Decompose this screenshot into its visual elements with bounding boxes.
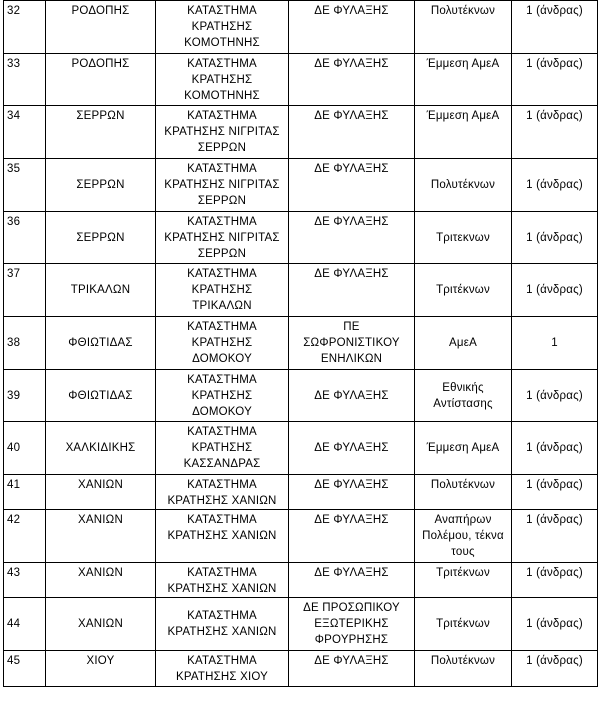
table-row: [4, 54, 598, 106]
store-cell: ΚΑΤΑΣΤΗΜΑ ΚΡΑΤΗΣΗΣ ΔΟΜΟΚΟΥ: [156, 370, 289, 422]
department-cell: ΔΕ ΦΥΛΑΞΗΣ: [289, 651, 415, 687]
row-number: 39: [4, 370, 46, 422]
region-cell: ΡΟΔΟΠΗΣ: [46, 1, 156, 54]
category-cell: Πολυτέκνων: [415, 475, 512, 510]
region-cell: ΦΘΙΩΤΙΔΑΣ: [46, 370, 156, 422]
category-cell: Έμμεση ΑμεΑ: [415, 106, 512, 159]
department-cell: ΔΕ ΦΥΛΑΞΗΣ: [289, 54, 415, 106]
region-cell: ΣΕΡΡΩΝ: [46, 212, 156, 264]
table-row: [4, 106, 598, 159]
store-cell: ΚΑΤΑΣΤΗΜΑ ΚΡΑΤΗΣΗΣ ΤΡΙΚΑΛΩΝ: [156, 264, 289, 317]
department-cell: ΔΕ ΦΥΛΑΞΗΣ: [289, 1, 415, 54]
region-cell: ΧΑΝΙΩΝ: [46, 510, 156, 563]
table-row: [4, 370, 598, 422]
table-row: [4, 563, 598, 598]
row-number: 40: [4, 422, 46, 475]
region-cell: ΧΑΝΙΩΝ: [46, 598, 156, 651]
category-cell: Τριτέκνων: [415, 563, 512, 598]
table-row: [4, 212, 598, 264]
store-cell: ΚΑΤΑΣΤΗΜΑ ΚΡΑΤΗΣΗΣ ΝΙΓΡΙΤΑΣ ΣΕΡΡΩΝ: [156, 106, 289, 159]
region-cell: ΡΟΔΟΠΗΣ: [46, 54, 156, 106]
region-cell: ΧΑΝΙΩΝ: [46, 475, 156, 510]
store-cell: ΚΑΤΑΣΤΗΜΑ ΚΡΑΤΗΣΗΣ ΧΑΝΙΩΝ: [156, 510, 289, 563]
region-cell: ΧΙΟΥ: [46, 651, 156, 687]
count-cell: 1 (άνδρας): [512, 563, 598, 598]
store-cell: ΚΑΤΑΣΤΗΜΑ ΚΡΑΤΗΣΗΣ ΧΑΝΙΩΝ: [156, 598, 289, 651]
department-cell: ΔΕ ΦΥΛΑΞΗΣ: [289, 422, 415, 475]
row-number: 32: [4, 1, 46, 54]
region-cell: ΤΡΙΚΑΛΩΝ: [46, 264, 156, 317]
category-cell: Έμμεση ΑμεΑ: [415, 422, 512, 475]
category-cell: Πολυτέκνων: [415, 1, 512, 54]
store-cell: ΚΑΤΑΣΤΗΜΑ ΚΡΑΤΗΣΗΣ ΧΑΝΙΩΝ: [156, 563, 289, 598]
store-cell: ΚΑΤΑΣΤΗΜΑ ΚΡΑΤΗΣΗΣ ΚΟΜΟΤΗΝΗΣ: [156, 1, 289, 54]
category-cell: Τριτέκνων: [415, 598, 512, 651]
category-cell: ΑμεΑ: [415, 317, 512, 370]
count-cell: 1 (άνδρας): [512, 422, 598, 475]
count-cell: 1 (άνδρας): [512, 598, 598, 651]
row-number: 37: [4, 264, 46, 317]
store-cell: ΚΑΤΑΣΤΗΜΑ ΚΡΑΤΗΣΗΣ ΔΟΜΟΚΟΥ: [156, 317, 289, 370]
region-cell: ΣΕΡΡΩΝ: [46, 106, 156, 159]
category-cell: Αναπήρων Πολέμου, τέκνα τους: [415, 510, 512, 563]
table-row: [4, 651, 598, 687]
department-cell: ΔΕ ΦΥΛΑΞΗΣ: [289, 212, 415, 264]
department-cell: ΔΕ ΦΥΛΑΞΗΣ: [289, 370, 415, 422]
row-number: 34: [4, 106, 46, 159]
category-cell: Εθνικής Αντίστασης: [415, 370, 512, 422]
department-cell: ΔΕ ΦΥΛΑΞΗΣ: [289, 475, 415, 510]
department-cell: ΔΕ ΦΥΛΑΞΗΣ: [289, 563, 415, 598]
row-number: 43: [4, 563, 46, 598]
row-number: 41: [4, 475, 46, 510]
department-cell: ΔΕ ΦΥΛΑΞΗΣ: [289, 159, 415, 212]
category-cell: Τριτεκνων: [415, 212, 512, 264]
count-cell: 1 (άνδρας): [512, 264, 598, 317]
department-cell: ΠΕ ΣΩΦΡΟΝΙΣΤΙΚΟΥ ΕΝΗΛΙΚΩΝ: [289, 317, 415, 370]
count-cell: 1 (άνδρας): [512, 370, 598, 422]
table-row: [4, 159, 598, 212]
positions-table: [3, 0, 598, 687]
row-number: 36: [4, 212, 46, 264]
store-cell: ΚΑΤΑΣΤΗΜΑ ΚΡΑΤΗΣΗΣ ΚΟΜΟΤΗΝΗΣ: [156, 54, 289, 106]
store-cell: ΚΑΤΑΣΤΗΜΑ ΚΡΑΤΗΣΗΣ ΧΑΝΙΩΝ: [156, 475, 289, 510]
store-cell: ΚΑΤΑΣΤΗΜΑ ΚΡΑΤΗΣΗΣ ΧΙΟΥ: [156, 651, 289, 687]
department-cell: ΔΕ ΦΥΛΑΞΗΣ: [289, 264, 415, 317]
store-cell: ΚΑΤΑΣΤΗΜΑ ΚΡΑΤΗΣΗΣ ΝΙΓΡΙΤΑΣ ΣΕΡΡΩΝ: [156, 159, 289, 212]
store-cell: ΚΑΤΑΣΤΗΜΑ ΚΡΑΤΗΣΗΣ ΚΑΣΣΑΝΔΡΑΣ: [156, 422, 289, 475]
row-number: 45: [4, 651, 46, 687]
category-cell: Πολυτέκνων: [415, 651, 512, 687]
count-cell: 1: [512, 317, 598, 370]
department-cell: ΔΕ ΦΥΛΑΞΗΣ: [289, 510, 415, 563]
count-cell: 1 (άνδρας): [512, 510, 598, 563]
region-cell: ΧΑΛΚΙΔΙΚΗΣ: [46, 422, 156, 475]
region-cell: ΧΑΝΙΩΝ: [46, 563, 156, 598]
table-row: [4, 598, 598, 651]
region-cell: ΦΘΙΩΤΙΔΑΣ: [46, 317, 156, 370]
row-number: 38: [4, 317, 46, 370]
region-cell: ΣΕΡΡΩΝ: [46, 159, 156, 212]
count-cell: 1 (άνδρας): [512, 1, 598, 54]
table-row: [4, 264, 598, 317]
category-cell: Τριτέκνων: [415, 264, 512, 317]
table-row: [4, 475, 598, 510]
row-number: 44: [4, 598, 46, 651]
count-cell: 1 (άνδρας): [512, 212, 598, 264]
store-cell: ΚΑΤΑΣΤΗΜΑ ΚΡΑΤΗΣΗΣ ΝΙΓΡΙΤΑΣ ΣΕΡΡΩΝ: [156, 212, 289, 264]
table-row: [4, 317, 598, 370]
count-cell: 1 (άνδρας): [512, 651, 598, 687]
department-cell: ΔΕ ΦΥΛΑΞΗΣ: [289, 106, 415, 159]
count-cell: 1 (άνδρας): [512, 54, 598, 106]
category-cell: Έμμεση ΑμεΑ: [415, 54, 512, 106]
table-body: [4, 1, 598, 687]
row-number: 42: [4, 510, 46, 563]
department-cell: ΔΕ ΠΡΟΣΩΠΙΚΟΥ ΕΞΩΤΕΡΙΚΗΣ ΦΡΟΥΡΗΣΗΣ: [289, 598, 415, 651]
count-cell: 1 (άνδρας): [512, 475, 598, 510]
row-number: 35: [4, 159, 46, 212]
table-row: [4, 422, 598, 475]
table-row: [4, 510, 598, 563]
count-cell: 1 (άνδρας): [512, 106, 598, 159]
count-cell: 1 (άνδρας): [512, 159, 598, 212]
category-cell: Πολυτέκνων: [415, 159, 512, 212]
table-row: [4, 1, 598, 54]
row-number: 33: [4, 54, 46, 106]
